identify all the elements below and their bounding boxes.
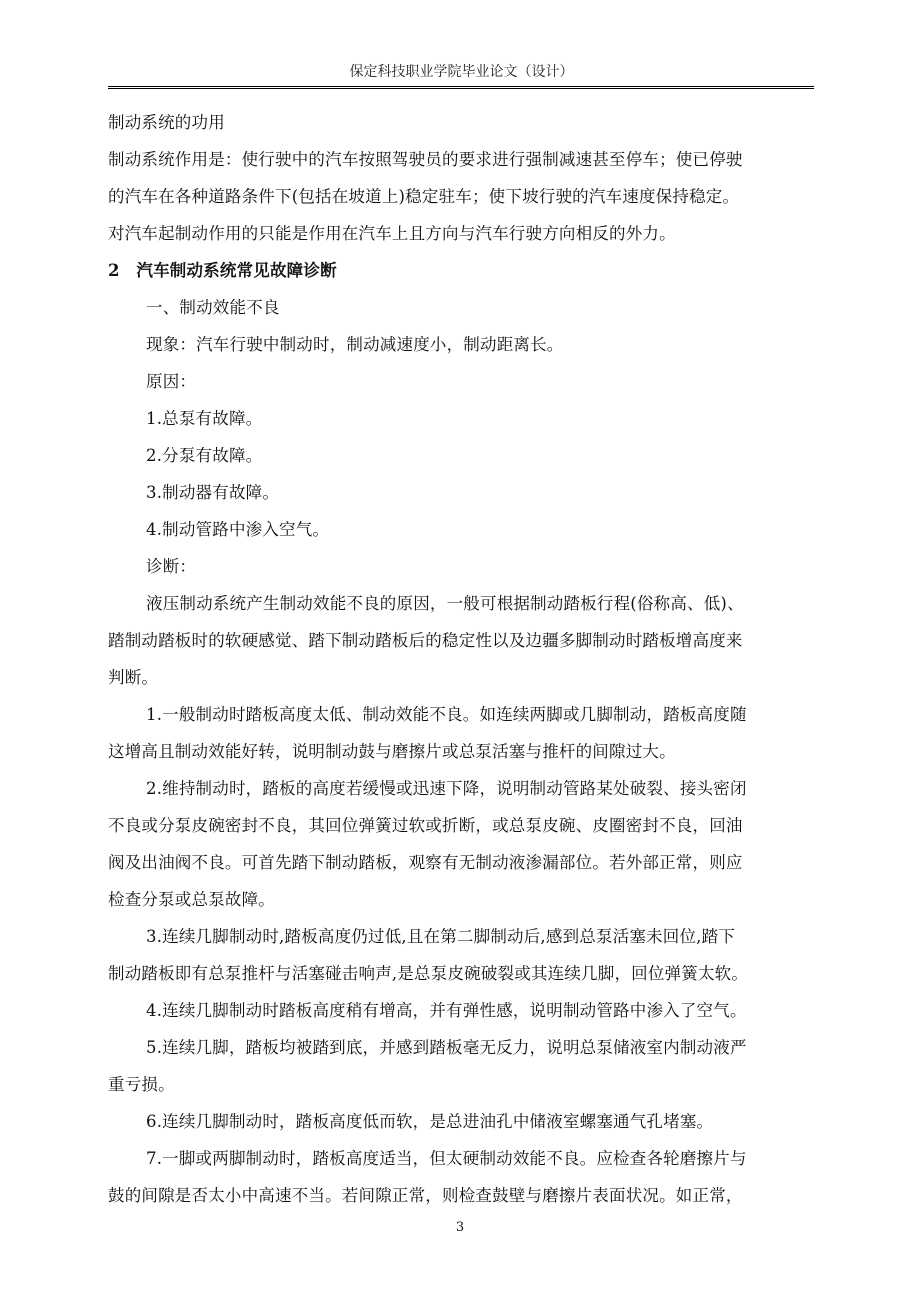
paragraph-line: 3.连续几脚制动时,踏板高度仍过低,且在第二脚制动后,感到总泵活塞未回位,踏下 (146, 927, 736, 946)
section-subtitle: 制动系统的功用 (108, 113, 225, 132)
paragraph-line: 2.维持制动时，踏板的高度若缓慢或迅速下降，说明制动管路某处破裂、接头密闭 (146, 779, 747, 798)
paragraph-line: 这增高且制动效能好转，说明制动鼓与磨擦片或总泵活塞与推杆的间隙过大。 (108, 742, 676, 761)
paragraph-line: 现象：汽车行驶中制动时，制动减速度小，制动距离长。 (146, 335, 564, 354)
paragraph-line: 制动踏板即有总泵推杆与活塞碰击响声,是总泵皮碗破裂或其连续几脚，回位弹簧太软。 (108, 964, 749, 983)
paragraph-line: 5.连续几脚，踏板均被踏到底，并感到踏板毫无反力，说明总泵储液室内制动液严 (146, 1038, 747, 1057)
paragraph-line: 6.连续几脚制动时，踏板高度低而软，是总进油孔中储液室螺塞通气孔堵塞。 (146, 1112, 714, 1131)
header-rule (108, 86, 814, 89)
paragraph-line: 对汽车起制动作用的只能是作用在汽车上且方向与汽车行驶方向相反的外力。 (108, 224, 676, 243)
paragraph-line: 7.一脚或两脚制动时，踏板高度适当，但太硬制动效能不良。应检查各轮磨擦片与 (146, 1149, 747, 1168)
paragraph-line: 诊断： (146, 557, 197, 576)
list-item: 4.制动管路中渗入空气。 (146, 520, 330, 539)
paragraph-line: 1.一般制动时踏板高度太低、制动效能不良。如连续两脚或几脚制动，踏板高度随 (146, 705, 747, 724)
paragraph-line: 阀及出油阀不良。可首先踏下制动踏板，观察有无制动液渗漏部位。若外部正常，则应 (108, 853, 743, 872)
paragraph-line: 判断。 (108, 668, 159, 687)
document-body (108, 104, 820, 1214)
paragraph-line: 重亏损。 (108, 1075, 175, 1094)
paragraph-line: 液压制动系统产生制动效能不良的原因，一般可根据制动踏板行程(俗称高、低)、 (146, 594, 744, 613)
paragraph-line: 不良或分泵皮碗密封不良，其回位弹簧过软或折断，或总泵皮碗、皮圈密封不良，回油 (108, 816, 743, 835)
paragraph-line: 原因： (146, 372, 197, 391)
paragraph-line: 鼓的间隙是否太小中高速不当。若间隙正常，则检查鼓壁与磨擦片表面状况。如正常， (108, 1186, 743, 1205)
paragraph-line: 的汽车在各种道路条件下(包括在坡道上)稳定驻车；使下坡行驶的汽车速度保持稳定。 (108, 187, 740, 206)
paragraph-line: 检查分泵或总泵故障。 (108, 890, 275, 909)
paragraph-line: 4.连续几脚制动时踏板高度稍有增高，并有弹性感，说明制动管路中渗入了空气。 (146, 1001, 747, 1020)
page-number: 3 (455, 1220, 465, 1235)
list-item: 3.制动器有故障。 (146, 483, 280, 502)
paragraph-line: 制动系统作用是：使行驶中的汽车按照驾驶员的要求进行强制减速甚至停车；使已停驶 (108, 150, 743, 169)
section-heading: 2 汽车制动系统常见故障诊断 (108, 261, 337, 280)
paragraph-line: 踏制动踏板时的软硬感觉、踏下制动踏板后的稳定性以及边疆多脚制动时踏板增高度来 (108, 631, 743, 650)
list-item: 1.总泵有故障。 (146, 409, 263, 428)
subsection-heading: 一、制动效能不良 (146, 298, 280, 317)
page-header: 保定科技职业学院毕业论文（设计） (349, 64, 574, 80)
list-item: 2.分泵有故障。 (146, 446, 263, 465)
